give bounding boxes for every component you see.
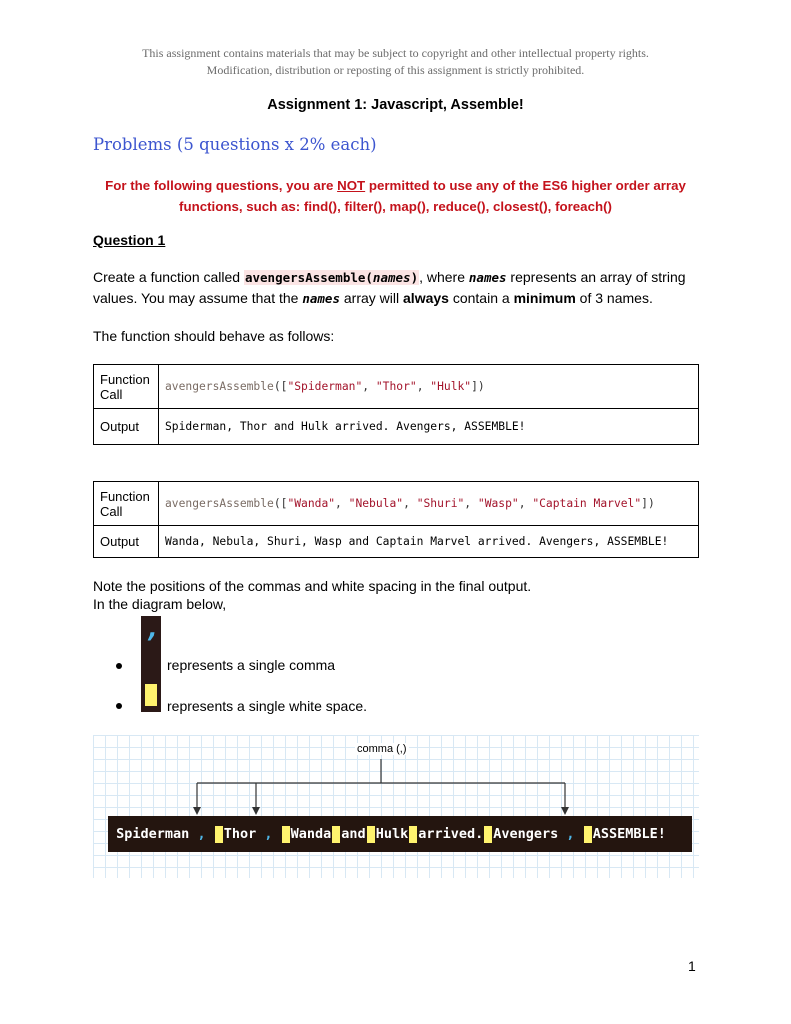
arg: "Nebula"	[348, 497, 404, 510]
token-word: Hulk	[375, 826, 409, 842]
token-space	[215, 826, 223, 843]
function-call-code: avengersAssemble(["Wanda", "Nebula", "Shuri", "Wasp", "Captain Marvel"])	[159, 482, 699, 526]
question-1-heading: Question 1	[93, 232, 166, 248]
note-line-2: In the diagram below,	[93, 596, 227, 612]
token-word: arrived.	[418, 826, 484, 842]
arg: "Spiderman"	[287, 380, 363, 393]
assignment-title: Assignment 1: Javascript, Assemble!	[267, 97, 524, 113]
q1-text-d: array will	[340, 290, 404, 306]
output-label: Output	[94, 409, 159, 445]
behavior-intro: The function should behave as follows:	[93, 328, 335, 344]
token-word: Wanda	[290, 826, 332, 842]
comma-arrows	[93, 755, 699, 817]
names-param: names	[468, 270, 507, 285]
page-number: 1	[688, 958, 696, 974]
legend-space-text: represents a single white space.	[167, 698, 367, 714]
token-space	[282, 826, 290, 843]
problems-heading: Problems (5 questions x 2% each)	[93, 135, 377, 154]
legend-comma-text: represents a single comma	[167, 657, 336, 673]
arg: "Wanda"	[287, 497, 336, 510]
token-space	[484, 826, 492, 843]
warning-not: NOT	[337, 178, 366, 193]
token-word: and	[341, 826, 366, 842]
token-word: Spiderman	[116, 826, 190, 842]
bullet-dot	[116, 703, 122, 709]
arg: "Hulk"	[430, 380, 472, 393]
q1-text-c: represents an array of string values. You may assume that the	[93, 269, 686, 306]
arg: "Shuri"	[416, 497, 465, 510]
function-signature	[244, 270, 419, 285]
function-call-label: Function Call	[94, 365, 159, 409]
output-value: Wanda, Nebula, Shuri, Wasp and Captain Marvel arrived. Avengers, ASSEMBLE!	[159, 526, 699, 558]
output-value: Spiderman, Thor and Hulk arrived. Avengers, ASSEMBLE!	[159, 409, 699, 445]
copyright-line-2: Modification, distribution or reposting of this assignment is strictly prohibited.	[206, 63, 585, 77]
token-space	[332, 826, 340, 843]
copyright-notice	[0, 45, 791, 79]
names-param-2: names	[302, 291, 340, 306]
copyright-line-1: This assignment contains materials that may be subject to copyright and other intellectual property rights.	[142, 46, 649, 60]
warning-part-2: permitted to use any of the ES6 higher order array functions, such as: find(), filter(), map(), reduce(), closest(), foreach()	[179, 178, 686, 214]
token-comma: ,	[566, 826, 575, 842]
signature-arg: names	[372, 270, 411, 285]
args-open: ([	[273, 497, 288, 510]
space-chip-icon	[141, 664, 161, 712]
q1-text-e: contain a	[448, 290, 514, 306]
args-close: ])	[641, 497, 655, 510]
example-table-2	[93, 481, 699, 558]
arg: "Wasp"	[477, 497, 519, 510]
token-comma: ,	[197, 826, 206, 842]
q1-text-f: of 3 names.	[575, 290, 653, 306]
warning-text	[93, 175, 698, 217]
function-call-label: Function Call	[94, 482, 159, 526]
output-label: Output	[94, 526, 159, 558]
token-space	[409, 826, 417, 843]
always-bold: always	[403, 290, 449, 306]
token-space	[367, 826, 375, 843]
comma-label: comma (,)	[357, 743, 407, 755]
warning-part-1: For the following questions, you are	[105, 178, 338, 193]
note-line-1: Note the positions of the commas and white spacing in the final output.	[93, 578, 532, 594]
fn-name: avengersAssemble	[165, 380, 274, 393]
arg: "Captain Marvel"	[532, 497, 642, 510]
minimum-bold: minimum	[513, 290, 576, 306]
comma-chip-icon: ,	[141, 616, 161, 664]
token-space	[584, 826, 592, 843]
bullet-dot	[116, 663, 122, 669]
signature-fn: avengersAssemble(	[244, 270, 373, 285]
signature-end: )	[410, 270, 419, 285]
fn-name: avengersAssemble	[165, 497, 274, 510]
token-word: Avengers	[493, 826, 559, 842]
arg: "Thor"	[375, 380, 417, 393]
question-1-paragraph	[93, 267, 713, 309]
output-diagram-bar	[108, 816, 692, 852]
token-comma: ,	[264, 826, 273, 842]
args-open: ([	[273, 380, 288, 393]
function-call-code: avengersAssemble(["Spiderman", "Thor", "Hulk"])	[159, 365, 699, 409]
example-table-1	[93, 364, 699, 445]
q1-text-a: Create a function called	[93, 269, 244, 285]
token-word: Thor	[223, 826, 257, 842]
token-word: ASSEMBLE!	[592, 826, 666, 842]
args-close: ])	[471, 380, 485, 393]
q1-text-b: , where	[419, 269, 469, 285]
